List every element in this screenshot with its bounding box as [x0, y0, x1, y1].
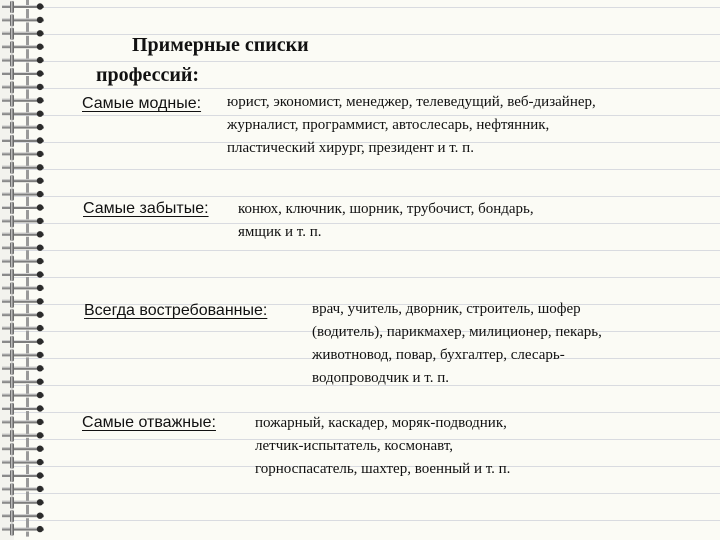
item-line: ямщик и т. п. [238, 224, 322, 240]
item-line: горноспасатель, шахтер, военный и т. п. [255, 461, 511, 477]
section-items-in-demand [312, 298, 602, 390]
title-line-1: Примерные списки [132, 34, 309, 56]
item-line: юрист, экономист, менеджер, телеведущий, веб-дизайнер, [227, 94, 596, 110]
spiral-binding-icon [0, 0, 50, 540]
page-title [96, 30, 356, 90]
section-items-fashionable [227, 91, 596, 160]
title-line-2: профессий: [96, 64, 200, 86]
item-line: врач, учитель, дворник, строитель, шофер [312, 301, 581, 317]
item-line: летчик-испытатель, космонавт, [255, 438, 454, 454]
section-label-fashionable: Самые модные: [82, 95, 202, 112]
item-line: пластический хирург, президент и т. п. [227, 140, 474, 156]
section-items-forgotten [238, 198, 534, 244]
item-line: (водитель), парикмахер, милиционер, пекарь, [312, 324, 602, 340]
item-line: пожарный, каскадер, моряк-подводник, [255, 415, 507, 431]
item-line: водопроводчик и т. п. [312, 370, 449, 386]
section-items-brave [255, 412, 510, 481]
item-line: конюх, ключник, шорник, трубочист, бондарь, [238, 201, 534, 217]
section-label-in-demand: Всегда востребованные: [84, 302, 268, 319]
item-line: журналист, программист, автослесарь, нефтянник, [227, 117, 550, 133]
section-label-brave: Самые отважные: [82, 414, 216, 431]
item-line: животновод, повар, бухгалтер, слесарь- [312, 347, 565, 363]
section-label-forgotten: Самые забытые: [83, 200, 209, 217]
